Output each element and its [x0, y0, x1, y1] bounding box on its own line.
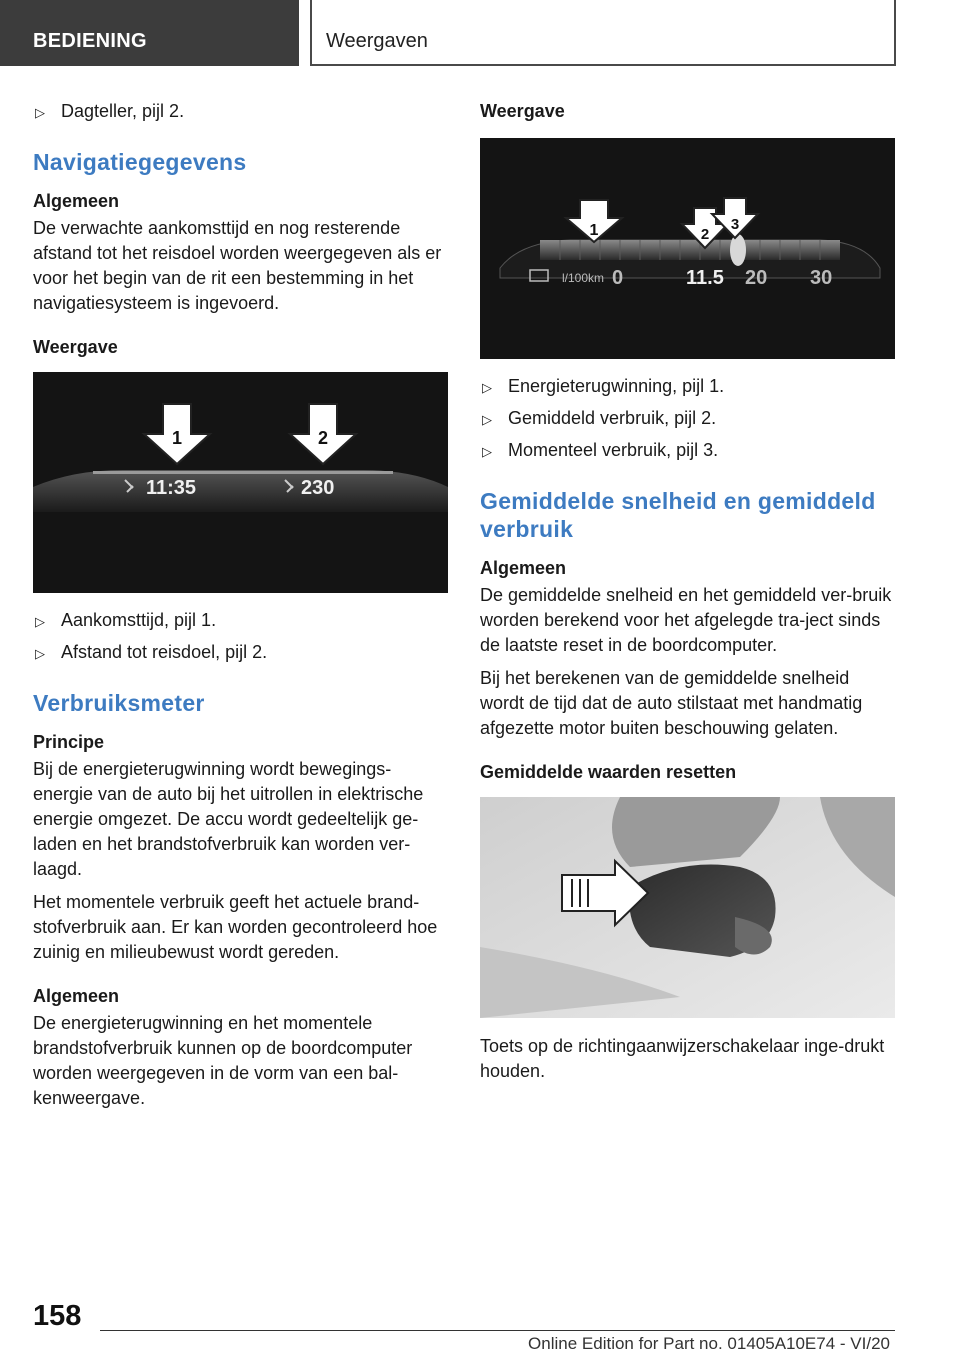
arrow-label: 2 [317, 428, 329, 448]
navigation-display-image [33, 372, 448, 593]
heading-average-speed-consumption: Gemiddelde snelheid en gemiddeld verbruik [480, 488, 876, 542]
paragraph: Toets op de richtingaanwijzerschakelaar inge-drukt houden. [480, 1036, 885, 1081]
chapter-tab [310, 0, 896, 66]
scale-value: 30 [810, 267, 833, 289]
scale-value: 0 [612, 267, 624, 289]
distance-value: 230 [301, 477, 335, 499]
arrival-time: 11:35 [146, 477, 197, 499]
subheading-general: Algemeen [33, 986, 120, 1006]
subheading-general: Algemeen [33, 191, 120, 211]
paragraph: De verwachte aankomsttijd en nog resterende afstand tot het reisdoel worden weergegeven als er voor het begin van de rit een bestemming in het navigatiesysteem is ingevoerd. [33, 218, 442, 313]
turn-signal-lever-image [480, 797, 895, 1018]
section-tab [0, 0, 299, 66]
arrow-label: 3 [730, 216, 740, 233]
subheading-display: Weergave [33, 337, 118, 357]
subheading-general: Algemeen [480, 558, 567, 578]
list-item: ▷ Aankomsttijd, pijl 1. [33, 609, 449, 631]
list-item: ▷ Gemiddeld verbruik, pijl 2. [480, 407, 896, 429]
heading-consumption-meter: Verbruiksmeter [33, 690, 205, 716]
triangle-bullet-icon: ▷ [35, 614, 45, 629]
arrow-label: 2 [700, 226, 710, 243]
arrow-label: 1 [171, 428, 183, 448]
subheading-display: Weergave [480, 101, 565, 121]
heading-navigation: Navigatiegegevens [33, 149, 247, 175]
section-title: BEDIENING [33, 30, 147, 52]
unit-label: l/100km [562, 271, 605, 285]
triangle-bullet-icon: ▷ [482, 412, 492, 427]
footer-divider [100, 1330, 895, 1331]
paragraph: Bij de energieterugwinning wordt bewegings-energie van de auto bij het uitrollen in elektrische energie omgezet. De accu wordt gedeeltelijk ge-laden en het brandstofverbruik kan worden ver-laagd. [33, 759, 424, 879]
paragraph: De energieterugwinning en het momentele brandstofverbruik kunnen op de boordcomputer worden weergegeven in de vorm van een bal-kenweergave. [33, 1013, 413, 1108]
page-number: 158 [33, 1300, 82, 1332]
average-value: 11.5 [686, 267, 724, 289]
paragraph: Het momentele verbruik geeft het actuele brand-stofverbruik aan. Er kan worden gecontroleerd hoe zuinig en milieubewust wordt gereden. [33, 892, 438, 962]
right-column [480, 100, 896, 1092]
scale-value: 20 [745, 267, 768, 289]
triangle-bullet-icon: ▷ [35, 646, 45, 661]
paragraph: De gemiddelde snelheid en het gemiddeld ver-bruik worden berekend voor het afgelegde tra-ject sinds de laatste reset in de boordcomputer. [480, 585, 892, 655]
consumption-display-image [480, 138, 895, 359]
list-item: ▷ Momenteel verbruik, pijl 3. [480, 439, 896, 461]
subheading-reset: Gemiddelde waarden resetten [480, 762, 737, 782]
triangle-bullet-icon: ▷ [482, 380, 492, 395]
chapter-title: Weergaven [326, 30, 428, 52]
triangle-bullet-icon: ▷ [482, 444, 492, 459]
paragraph: Bij het berekenen van de gemiddelde snelheid wordt de tijd dat de auto stilstaat met handmatig afgezette motor buiten beschouwing gelaten. [480, 668, 863, 738]
list-item: ▷ Afstand tot reisdoel, pijl 2. [33, 641, 449, 663]
edition-text: Online Edition for Part no. 01405A10E74 - VI/20 [528, 1334, 890, 1353]
list-item: ▷ Dagteller, pijl 2. [33, 100, 449, 122]
left-column [33, 100, 449, 1119]
list-item: ▷ Energieterugwinning, pijl 1. [480, 375, 896, 397]
subheading-principle: Principe [33, 732, 105, 752]
triangle-bullet-icon: ▷ [35, 105, 45, 120]
arrow-label: 1 [589, 222, 599, 239]
